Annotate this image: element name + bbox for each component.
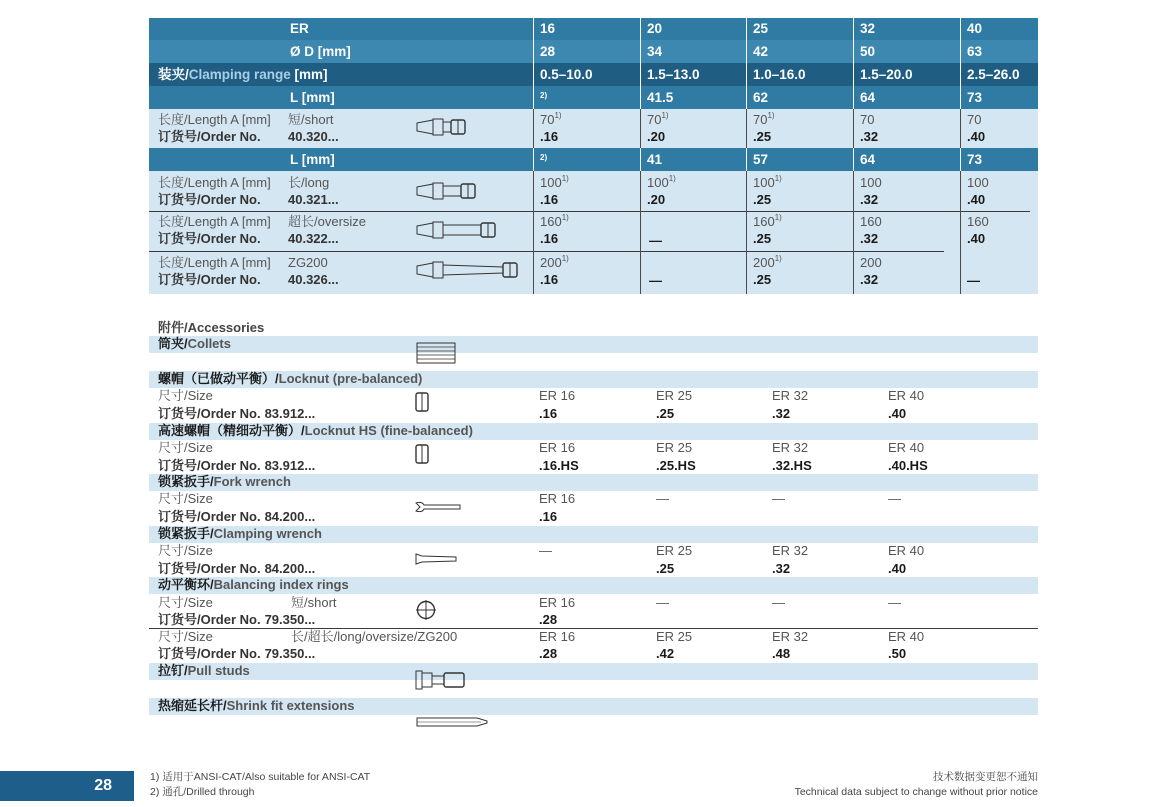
size-value: ER 40	[888, 440, 925, 455]
order-value: .16	[540, 231, 559, 246]
order-value: .40	[967, 129, 986, 144]
length-label: 长度/Length A [mm]	[158, 175, 271, 190]
order-value: .32	[772, 561, 791, 576]
size-label: 尺寸/Size	[158, 440, 213, 455]
order-value: .16.HS	[539, 458, 579, 473]
size-value: —	[772, 595, 785, 610]
length-value: 160	[967, 214, 989, 229]
order-label: 订货号/Order No.	[158, 192, 261, 207]
length-value: 100	[540, 175, 562, 190]
l-label: L [mm]	[290, 90, 335, 105]
tool-holder-short-icon	[415, 116, 471, 138]
size-label: 尺寸/Size	[158, 388, 213, 403]
l-value: 62	[753, 90, 769, 105]
size-value: —	[888, 595, 901, 610]
size-value: ER 32	[772, 388, 809, 403]
order-value: .40	[888, 406, 907, 421]
diameter-value: 42	[753, 44, 769, 59]
l-value: 73	[967, 152, 983, 167]
order-value: .25.HS	[656, 458, 696, 473]
size-value: ER 16	[539, 388, 576, 403]
er-value: 40	[967, 21, 983, 36]
length-value: 100	[647, 175, 669, 190]
length-value: 70	[647, 112, 662, 127]
size-label: 尺寸/Size	[158, 595, 213, 610]
length-label: 长度/Length A [mm]	[158, 214, 271, 229]
order-value: .20	[647, 129, 666, 144]
clamping-label: 装夹/Clamping range [mm]	[158, 67, 328, 82]
size-value: —	[888, 491, 901, 506]
length-value: 100	[967, 175, 989, 190]
variant-label: 超长/oversize	[288, 214, 367, 229]
order-value: .16	[539, 509, 558, 524]
er-value: 32	[860, 21, 876, 36]
tool-holder-long-icon	[415, 180, 481, 202]
order-value: .32	[860, 129, 879, 144]
order-value: —	[649, 273, 662, 288]
header-row-er	[149, 18, 1038, 40]
l-value: 64	[860, 90, 876, 105]
order-value: .16	[540, 192, 559, 207]
length-label: 长度/Length A [mm]	[158, 112, 271, 127]
l-row-short	[149, 86, 1038, 109]
l-value: 2)	[540, 91, 548, 100]
diameter-value: 50	[860, 44, 876, 59]
clamping-value: 1.5–13.0	[647, 67, 700, 82]
size-value: —	[656, 491, 669, 506]
size-value: ER 25	[656, 440, 693, 455]
order-value: .25	[753, 231, 772, 246]
variant-label: 短/short	[288, 112, 334, 127]
clamping-value: 1.0–16.0	[753, 67, 806, 82]
section-balancing-rings: 动平衡环/Balancing index rings	[149, 577, 1038, 594]
variant-label: 长/超长/long/oversize/ZG200	[291, 629, 458, 644]
order-prefix: 40.320...	[288, 129, 339, 144]
variant-label: ZG200	[288, 255, 328, 270]
length-value: 70	[540, 112, 555, 127]
order-value: .40	[967, 231, 986, 246]
l-value: 64	[860, 152, 876, 167]
order-value: .50	[888, 646, 907, 661]
section-pull-studs: 拉钉/Pull studs	[149, 663, 1038, 680]
l-label: L [mm]	[290, 152, 335, 167]
disclaimer-cn: 技术数据变更恕不通知	[933, 771, 1038, 783]
clamping-value: 1.5–20.0	[860, 67, 913, 82]
header-row-diameter	[149, 40, 1038, 63]
disclaimer-en: Technical data subject to change without prior notice	[794, 786, 1038, 798]
order-value: .42	[656, 646, 675, 661]
length-value: 160	[540, 214, 562, 229]
variant-label: 长/long	[288, 175, 330, 190]
size-value: ER 40	[888, 543, 925, 558]
length-value: 160	[753, 214, 775, 229]
order-value: .25	[753, 272, 772, 287]
size-value: —	[772, 491, 785, 506]
l-row-long	[149, 148, 1038, 171]
size-label: 尺寸/Size	[158, 543, 213, 558]
size-value: —	[539, 543, 552, 558]
diameter-value: 63	[967, 44, 983, 59]
section-locknut: 螺帽（已做动平衡）/Locknut (pre-balanced)	[149, 371, 1038, 388]
order-value: .25	[656, 561, 675, 576]
size-value: —	[656, 595, 669, 610]
er-value: 16	[540, 21, 556, 36]
page-number: 28	[94, 777, 112, 794]
order-value: .48	[772, 646, 791, 661]
balancing-ring-icon	[415, 599, 437, 621]
order-label: 订货号/Order No.	[158, 272, 261, 287]
diameter-label: Ø D [mm]	[290, 44, 351, 59]
l-value: 41	[647, 152, 663, 167]
l-value: 73	[967, 90, 983, 105]
order-label: 订货号/Order No.	[158, 129, 261, 144]
order-value: .40.HS	[888, 458, 928, 473]
collet-icon	[415, 341, 459, 365]
size-value: ER 25	[656, 543, 693, 558]
clamping-value: 0.5–10.0	[540, 67, 593, 82]
holder-rows-long: 长度/Length A [mm] 订货号/Order No. 长/long 40.321... 100$^{1)}$ .16 100$^{1)}$ .20 100$^{1)}$ .25 100 .32 100 .40 长度/Length A [mm] 订货号/Order No. 超长/oversize 40.322... 160$^{1)}$ .16 — 160$^{1)}$ .25 160 .32 160 .40 长度/Length A [mm] 订货号/Order No. ZG200 40.326... 200$^{1)}$ .16 — 200$^{1)}$ .25 200 .32 —	[149, 171, 1038, 294]
order-value: .16	[540, 129, 559, 144]
diameter-value: 28	[540, 44, 556, 59]
size-value: ER 40	[888, 388, 925, 403]
order-label: 订货号/Order No.	[158, 231, 261, 246]
size-label: 尺寸/Size	[158, 629, 213, 644]
fork-wrench-icon	[414, 500, 464, 514]
length-value: 70	[860, 112, 875, 127]
order-prefix: 40.326...	[288, 272, 339, 287]
section-locknut-hs: 高速螺帽（精细动平衡）/Locknut HS (fine-balanced)	[149, 423, 1038, 440]
section-shrink-fit: 热缩延长杆/Shrink fit extensions	[149, 698, 1038, 715]
locknut-hs-icon	[414, 443, 432, 465]
order-value: .32	[772, 406, 791, 421]
order-value: .28	[539, 612, 558, 627]
size-value: ER 40	[888, 629, 925, 644]
order-value: .28	[539, 646, 558, 661]
order-value: .25	[656, 406, 675, 421]
order-value: .32	[860, 231, 879, 246]
page-number-box	[0, 771, 134, 801]
size-value: ER 16	[539, 629, 576, 644]
order-value: .32.HS	[772, 458, 812, 473]
l-value: 57	[753, 152, 769, 167]
locknut-icon	[414, 391, 432, 413]
order-prefix: 40.322...	[288, 231, 339, 246]
order-prefix: 40.321...	[288, 192, 339, 207]
size-value: ER 25	[656, 629, 693, 644]
length-value: 70	[753, 112, 768, 127]
tool-holder-oversize-icon	[415, 219, 501, 241]
order-value: .40	[967, 192, 986, 207]
length-value: 100	[860, 175, 882, 190]
section-clamping-wrench: 锁紧扳手/Clamping wrench	[149, 526, 1038, 543]
size-value: ER 32	[772, 629, 809, 644]
accessories-title: 附件/Accessories	[158, 320, 265, 335]
length-value: 200	[753, 255, 775, 270]
er-value: 20	[647, 21, 663, 36]
shrink-extension-icon	[415, 716, 491, 728]
length-value: 200	[860, 255, 882, 270]
length-value: 70	[967, 112, 982, 127]
size-value: ER 32	[772, 543, 809, 558]
order-value: .16	[539, 406, 558, 421]
size-value: ER 16	[539, 440, 576, 455]
length-value: 100	[753, 175, 775, 190]
length-value: 160	[860, 214, 882, 229]
order-value: .40	[888, 561, 907, 576]
length-label: 长度/Length A [mm]	[158, 255, 271, 270]
holder-row-short: 长度/Length A [mm] 订货号/Order No. 短/short 40.320... 70$^{1)}$ .16 70$^{1)}$ .20 70$^{1)}$ .25 70 .32 70 .40	[149, 109, 1038, 148]
order-value: .25	[753, 129, 772, 144]
order-value: .32	[860, 272, 879, 287]
er-value: 25	[753, 21, 769, 36]
clamping-value: 2.5–26.0	[967, 67, 1020, 82]
size-value: ER 16	[539, 595, 576, 610]
order-value: .32	[860, 192, 879, 207]
size-value: ER 25	[656, 388, 693, 403]
order-value: —	[967, 273, 980, 288]
diameter-value: 34	[647, 44, 663, 59]
pull-stud-icon	[414, 668, 468, 692]
l-value: 41.5	[647, 90, 674, 105]
footnote-2: 2) 通孔/Drilled through	[150, 786, 255, 798]
tool-holder-zg200-icon	[415, 259, 521, 281]
order-value: .16	[540, 272, 559, 287]
l-value: 2)	[540, 153, 548, 162]
section-fork-wrench: 锁紧扳手/Fork wrench	[149, 474, 1038, 491]
clamping-wrench-icon	[414, 551, 460, 567]
size-label: 尺寸/Size	[158, 491, 213, 506]
length-value: 200	[540, 255, 562, 270]
footnote-1: 1) 适用于ANSI-CAT/Also suitable for ANSI-CAT	[150, 771, 371, 783]
section-collets: 筒夹/Collets	[149, 336, 1038, 353]
header-row-clamping	[149, 63, 1038, 86]
order-value: .20	[647, 192, 666, 207]
size-value: ER 16	[539, 491, 576, 506]
order-value: —	[649, 233, 662, 248]
order-value: .25	[753, 192, 772, 207]
variant-label: 短/short	[291, 595, 337, 610]
size-value: ER 32	[772, 440, 809, 455]
er-label: ER	[290, 21, 309, 36]
